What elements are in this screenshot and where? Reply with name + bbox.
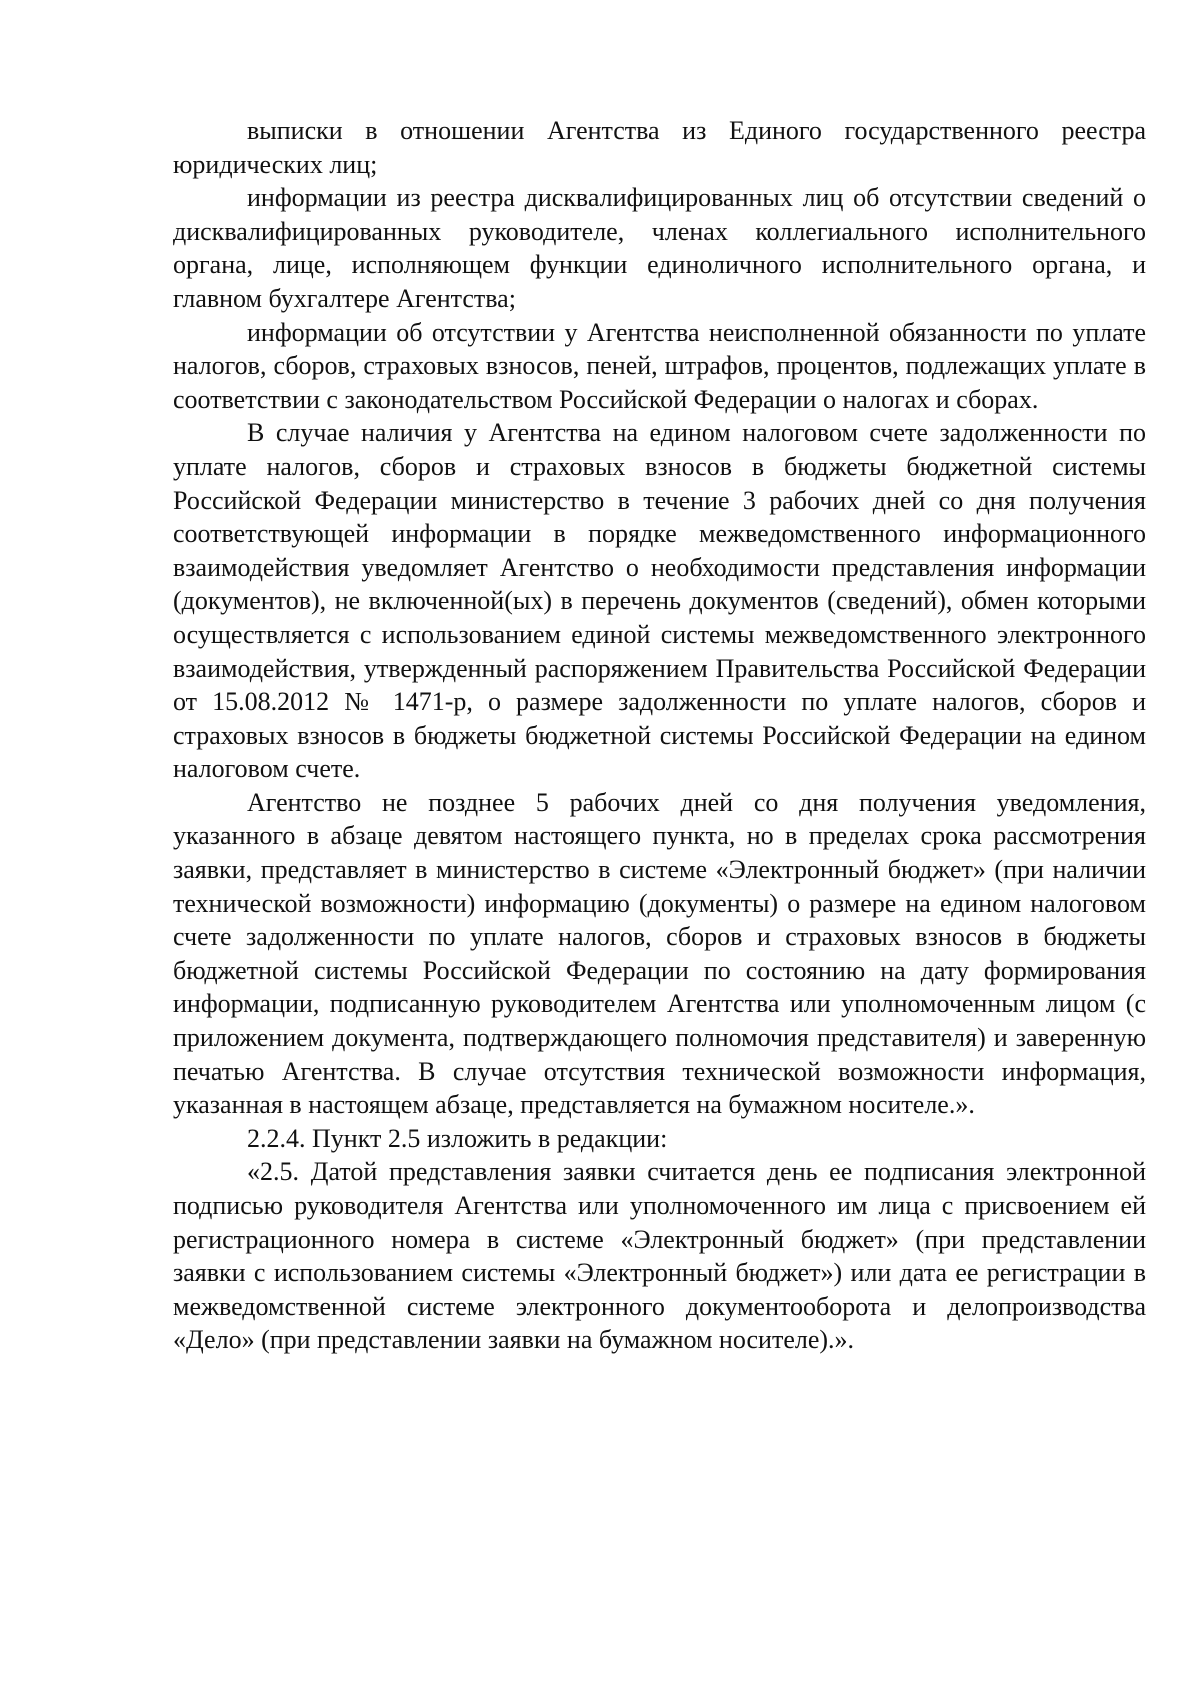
paragraph-clause-2-2-4: 2.2.4. Пункт 2.5 изложить в редакции: [247,1123,668,1153]
paragraph-disqualified-persons: информации из реестра дисквалифицированных лиц об отсутствии сведений о дисквалифицированных руководителе, членах коллегиального исполнительного органа, лице, исполняющем функции единоличного исполнительного органа, и главном бухгалтере Агентства; [173,183,1146,313]
paragraph-tax-obligations: информации об отсутствии у Агентства неисполненной обязанности по уплате налогов, сборов, страховых взносов, пеней, штрафов, процентов, подлежащих уплате в соответствии с законодательством Российской Федерации о налогах и сборах. [173,317,1146,414]
paragraph-tax-debt-notification: В случае наличия у Агентства на едином налоговом счете задолженности по уплате налогов, сборов и страховых взносов в бюджеты бюджетной системы Российской Федерации министерство в течение 3 рабочих дней со дня получения соответствующей информации в порядке межведомственного информационного взаимодействия уведомляет Агентство о необходимости представления информации (документов), не включенной(ых) в перечень документов (сведений), обмен которыми осуществляется с использованием единой системы межведомственного электронного взаимодействия, утвержденный распоряжением Правительства Российской Федерации от 15.08.2012 № 1471-р, о размере задолженности по уплате налогов, сборов и страховых взносов в бюджеты бюджетной системы Российской Федерации на едином налоговом счете. [173,418,1146,784]
paragraph-clause-2-5: «2.5. Датой представления заявки считается день ее подписания электронной подписью руководителя Агентства или уполномоченного им лица с присвоением ей регистрационного номера в системе «Электронный бюджет» (при представлении заявки с использованием системы «Электронный бюджет») или дата ее регистрации в межведомственной системе электронного документооборота и делопроизводства «Дело» (при представлении заявки на бумажном носителе).». [173,1157,1146,1355]
paragraph-agency-response: Агентство не позднее 5 рабочих дней со дня получения уведомления, указанного в абзаце девятом настоящего пункта, но в пределах срока рассмотрения заявки, представляет в министерство в системе «Электронный бюджет» (при наличии технической возможности) информацию (документы) о размере на едином налоговом счете задолженности по уплате налогов, сборов и страховых взносов в бюджеты бюджетной системы Российской Федерации по состоянию на дату формирования информации, подписанную руководителем Агентства или уполномоченным лицом (с приложением документа, подтверждающего полномочия представителя) и заверенную печатью Агентства. В случае отсутствия технической возможности информация, указанная в настоящем абзаце, представляется на бумажном носителе.». [173,787,1146,1120]
document-body [173,114,1146,1357]
paragraph-egrul-extract: выписки в отношении Агентства из Единого государственного реестра юридических лиц; [173,116,1146,179]
